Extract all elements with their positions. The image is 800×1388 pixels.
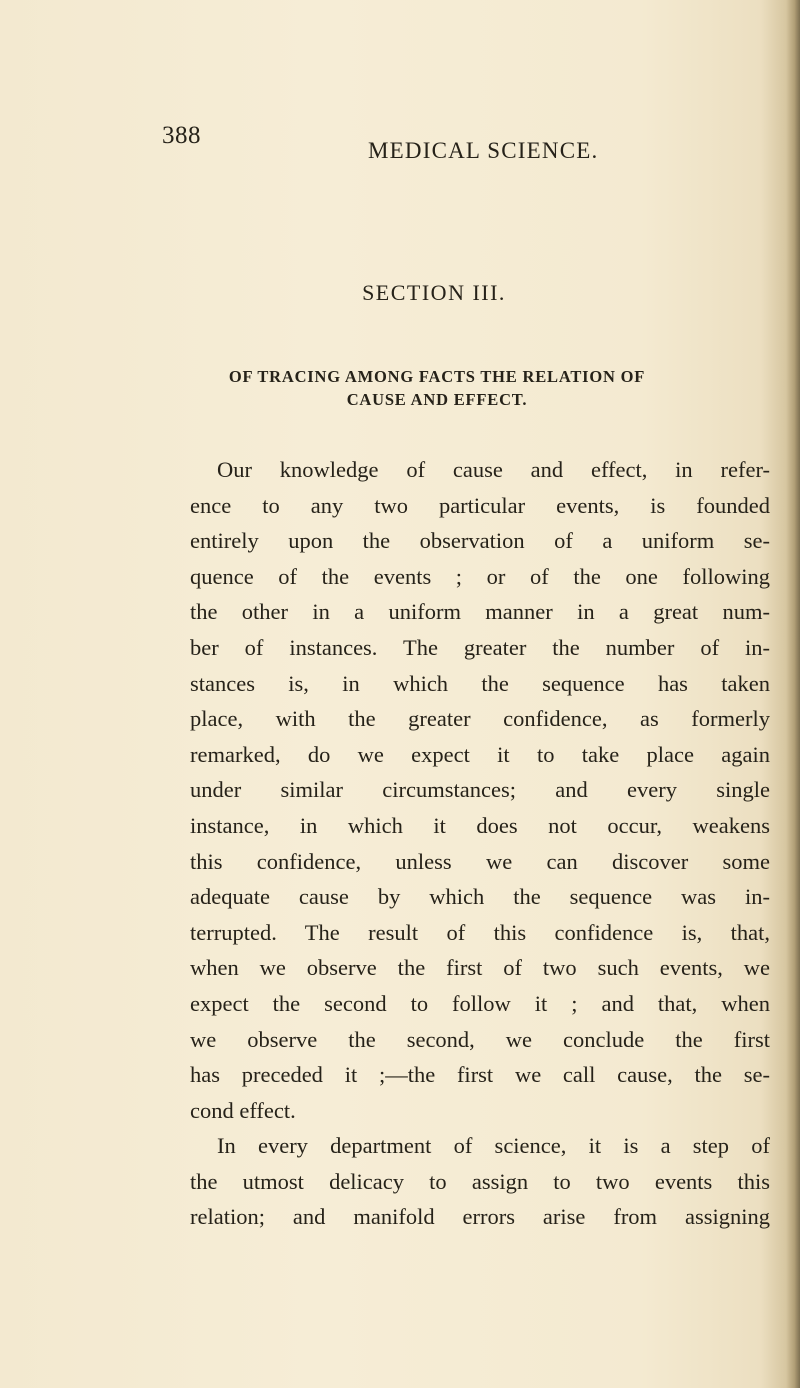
section-title: SECTION III. (362, 280, 506, 305)
text-line: Our knowledge of cause and effect, in refer- (217, 457, 770, 482)
text-line: ence to any two particular events, is founded (190, 492, 770, 518)
text-line: adequate cause by which the sequence was in- (190, 884, 770, 910)
text-line: the utmost delicacy to assign to two events this (190, 1168, 770, 1194)
text-line: relation; and manifold errors arise from assigning (190, 1204, 770, 1230)
text-line: cond effect. (190, 1097, 296, 1123)
body-text (190, 452, 770, 1235)
text-line: the other in a uniform manner in a great num- (190, 599, 770, 625)
text-line: ber of instances. The greater the number of in- (190, 634, 770, 660)
text-line: this confidence, unless we can discover some (190, 848, 770, 874)
text-line: expect the second to follow it ; and that, when (190, 990, 770, 1016)
text-line: terrupted. The result of this confidence is, that, (190, 919, 770, 945)
text-line: stances is, in which the sequence has taken (190, 670, 770, 696)
text-line: under similar circumstances; and every single (190, 777, 770, 803)
subtitle-line: CAUSE AND EFFECT. (346, 390, 528, 409)
text-line: place, with the greater confidence, as formerly (190, 706, 770, 732)
text-line: quence of the events ; or of the one following (190, 563, 770, 589)
subtitle-line: OF TRACING AMONG FACTS THE RELATION OF (228, 367, 646, 386)
text-line: when we observe the first of two such events, we (190, 955, 770, 981)
section-subtitle (62, 365, 800, 411)
text-line: we observe the second, we conclude the first (190, 1026, 770, 1052)
page-edge-shadow (786, 0, 800, 1388)
page-number: 388 (162, 122, 201, 149)
text-line: has preceded it ;—the first we call cause, the se- (190, 1062, 770, 1088)
text-line: entirely upon the observation of a uniform se- (190, 528, 770, 554)
text-line: instance, in which it does not occur, weakens (190, 812, 770, 838)
text-line: remarked, do we expect it to take place again (190, 741, 770, 767)
running-head: MEDICAL SCIENCE. (368, 138, 599, 163)
text-line: In every department of science, it is a step of (217, 1133, 770, 1159)
